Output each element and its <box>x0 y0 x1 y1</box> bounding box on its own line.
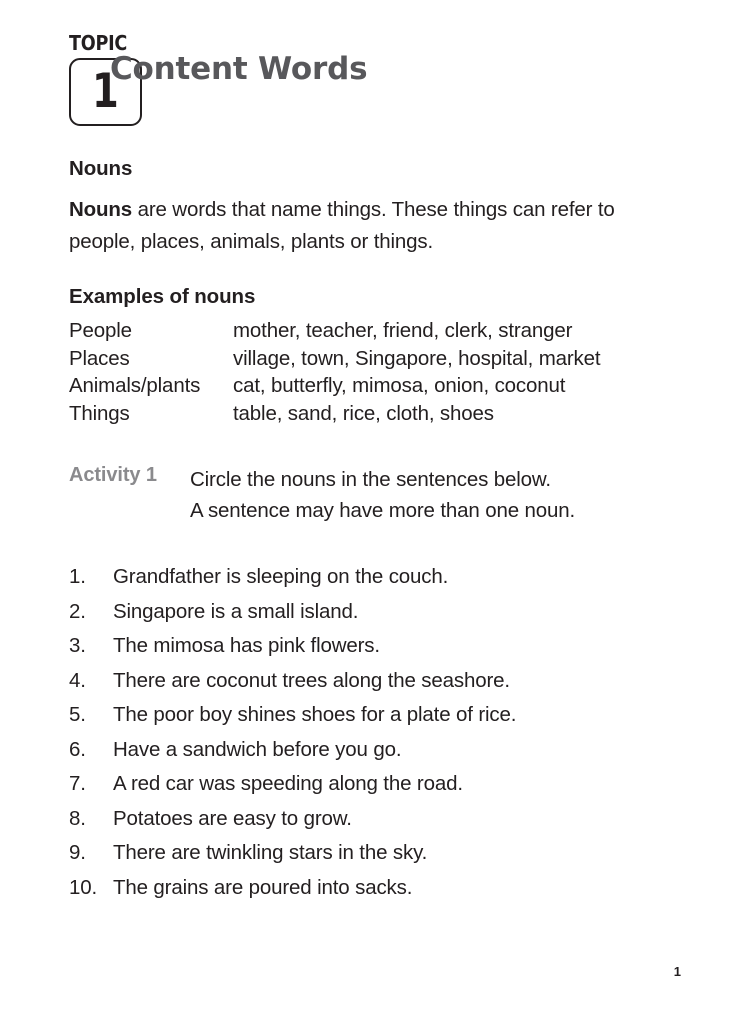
list-item-text: A red car was speeding along the road. <box>113 772 463 795</box>
table-row <box>69 400 600 428</box>
list-item-number: 3. <box>69 634 86 657</box>
activity-instruction-line-2: A sentence may have more than one noun. <box>190 499 576 522</box>
list-item-text: Singapore is a small island. <box>113 599 359 623</box>
list-item <box>69 772 669 807</box>
list-item-text: The mimosa has pink flowers. <box>113 634 380 657</box>
list-item-text: Grandfather is sleeping on the couch. <box>113 565 449 588</box>
example-words: cat, butterfly, mimosa, onion, coconut <box>233 374 566 397</box>
example-category: Animals/plants <box>69 374 201 397</box>
list-item-number: 9. <box>69 841 86 864</box>
example-category: Places <box>69 346 130 370</box>
example-words: table, sand, rice, cloth, shoes <box>233 401 494 425</box>
example-words: mother, teacher, friend, clerk, stranger <box>233 319 573 342</box>
list-item-text: There are twinkling stars in the sky. <box>113 841 428 864</box>
list-item <box>69 600 669 635</box>
list-item-number: 2. <box>69 599 86 623</box>
list-item-number: 5. <box>69 703 86 726</box>
list-item <box>69 841 669 876</box>
page-title: Content Words <box>110 51 368 87</box>
list-item <box>69 738 669 773</box>
list-item-number: 4. <box>69 668 86 692</box>
list-item-number: 8. <box>69 806 86 830</box>
list-item-number: 7. <box>69 772 86 795</box>
list-item <box>69 669 669 704</box>
example-category: Things <box>69 401 130 425</box>
nouns-paragraph-rest: are words that name things. These things can refer to people, places, animals, plants or things. <box>69 198 615 253</box>
examples-table <box>69 317 600 427</box>
activity-label: Activity 1 <box>69 464 157 486</box>
example-words: village, town, Singapore, hospital, market <box>233 346 601 370</box>
nouns-definition-paragraph <box>69 194 671 258</box>
list-item-text: Potatoes are easy to grow. <box>113 806 352 830</box>
list-item <box>69 634 669 669</box>
list-item-number: 10. <box>69 875 98 899</box>
list-item <box>69 876 669 911</box>
list-item <box>69 565 669 600</box>
nouns-bold-lead: Nouns <box>69 198 133 221</box>
list-item-text: Have a sandwich before you go. <box>113 737 402 761</box>
example-category: People <box>69 319 132 342</box>
page-number: 1 <box>673 964 681 979</box>
table-row <box>69 372 600 400</box>
list-item <box>69 703 669 738</box>
table-row <box>69 317 600 345</box>
list-item-text: There are coconut trees along the seashore. <box>113 668 510 692</box>
list-item-text: The poor boy shines shoes for a plate of rice. <box>113 703 517 726</box>
activity-instructions <box>190 464 575 526</box>
list-item-number: 6. <box>69 737 86 761</box>
sentence-list <box>69 565 669 910</box>
examples-heading: Examples of nouns <box>69 285 256 308</box>
topic-label: TOPIC <box>69 31 128 55</box>
activity-instruction-line-1: Circle the nouns in the sentences below. <box>190 468 551 491</box>
list-item <box>69 807 669 842</box>
list-item-number: 1. <box>69 565 86 588</box>
list-item-text: The grains are poured into sacks. <box>113 875 413 899</box>
nouns-section-heading: Nouns <box>69 157 133 180</box>
table-row <box>69 345 600 373</box>
topic-number: 1 <box>92 63 119 119</box>
